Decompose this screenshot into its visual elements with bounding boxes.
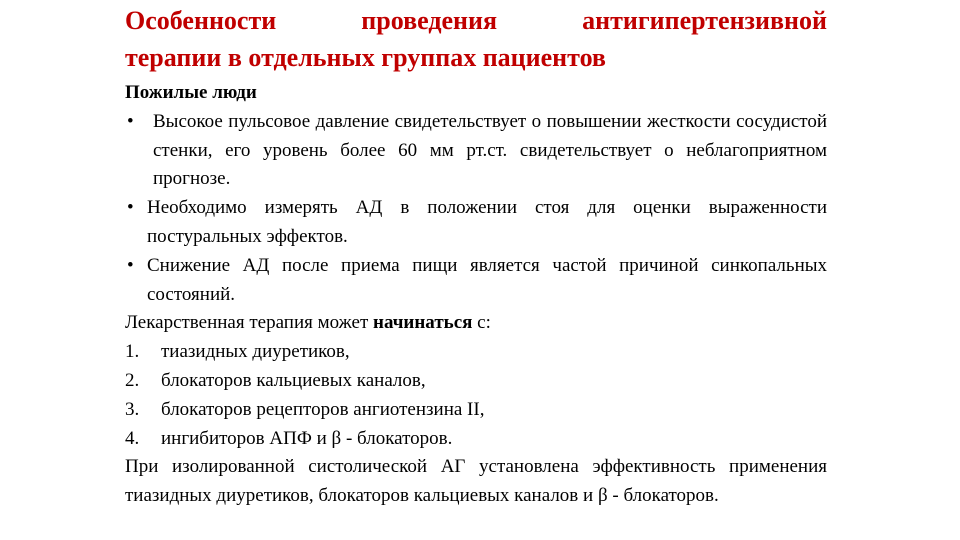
bullet-text: Необходимо измерять АД в положении стоя для оценки выраженности постуральных эффектов.: [147, 197, 827, 247]
therapy-list-item: [125, 338, 827, 367]
therapy-list-text: блокаторов кальциевых каналов,: [161, 369, 426, 391]
therapy-list-text: ингибиторов АПФ и β - блокаторов.: [161, 427, 453, 449]
bullet-item: [125, 194, 827, 252]
bullet-text: Высокое пульсовое давление свидетельствует о повышении жесткости сосудистой стенки, его уровень более 60 мм рт.ст. свидетельствует о неблагоприятном прогнозе.: [153, 110, 827, 190]
slide-title: [125, 0, 827, 76]
bullet-dot-icon: •: [127, 254, 134, 276]
therapy-list: [125, 338, 827, 453]
conclusion-paragraph: При изолированной систолической АГ установлена эффективность применения тиазидных диуретиков, блокаторов кальциевых каналов и β - блокаторов.: [125, 456, 827, 507]
therapy-list-number: 1.: [125, 341, 140, 363]
section-subheading: Пожилые люди: [125, 82, 257, 103]
slide: [125, 0, 827, 511]
bullet-dot-icon: •: [127, 197, 134, 219]
therapy-list-item: [125, 425, 827, 454]
bullet-text: Снижение АД после приема пищи является частой причиной синкопальных состояний.: [147, 254, 827, 305]
slide-body: [125, 79, 827, 511]
slide-title-line-1: Особенности проведения антигипертензивной: [125, 6, 827, 35]
therapy-list-number: 2.: [125, 369, 140, 391]
bullet-dot-icon: •: [127, 110, 134, 132]
therapy-list-number: 4.: [125, 427, 140, 449]
therapy-intro: [125, 309, 827, 338]
bullet-item: [125, 252, 827, 310]
slide-title-line-2: терапии в отдельных группах пациентов: [125, 43, 606, 72]
therapy-list-number: 3.: [125, 398, 140, 420]
therapy-list-item: [125, 367, 827, 396]
bullet-list: [125, 108, 827, 310]
bullet-item: [125, 108, 827, 194]
therapy-intro-emphasis: начинаться: [373, 312, 473, 334]
therapy-list-text: блокаторов рецепторов ангиотензина II,: [161, 398, 485, 420]
therapy-list-item: [125, 396, 827, 425]
therapy-intro-before: Лекарственная терапия может: [125, 312, 374, 334]
therapy-list-text: тиазидных диуретиков,: [161, 341, 350, 363]
therapy-intro-after: с:: [472, 312, 491, 334]
